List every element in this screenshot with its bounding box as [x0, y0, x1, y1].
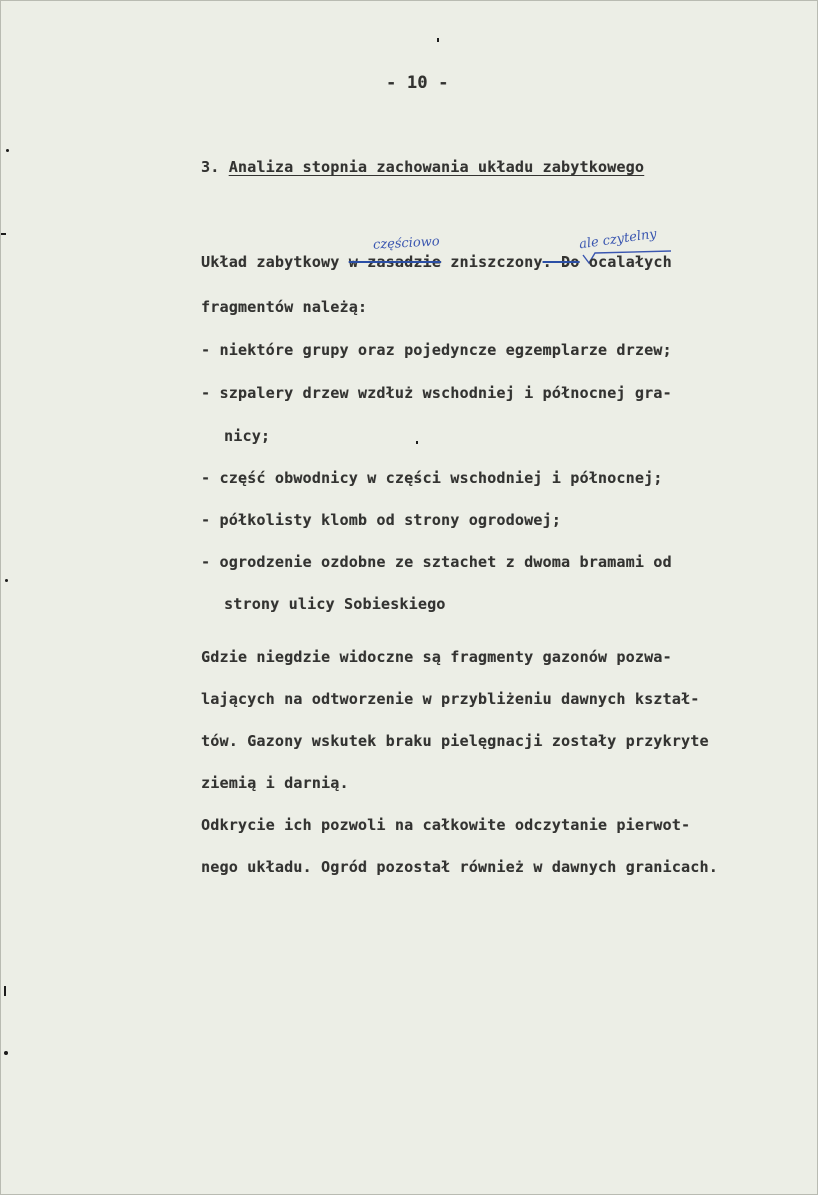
struck-text: w zasadzie	[348, 253, 442, 271]
text-line: lających na odtworzenie w przybliżeniu dawnych kształ-	[201, 690, 700, 708]
binding-hole-mark	[4, 1051, 8, 1055]
edge-mark	[1, 233, 6, 235]
list-item: - szpalery drzew wzdłuż wschodniej i północnej gra-	[201, 384, 672, 402]
list-item: - część obwodnicy w części wschodniej i północnej;	[201, 469, 663, 487]
text-line: Gdzie niegdzie widoczne są fragmenty gazonów pozwa-	[201, 648, 672, 666]
text-line: nego układu. Ogród pozostał również w dawnych granicach.	[201, 858, 718, 876]
edge-mark	[4, 986, 6, 996]
text-line: tów. Gazony wskutek braku pielęgnacji zostały przykryte	[201, 732, 709, 750]
section-number: 3.	[201, 158, 220, 176]
section-title: Analiza stopnia zachowania układu zabytkowego	[228, 158, 645, 176]
handwritten-insertion: częściowo	[372, 234, 441, 253]
binding-hole-mark	[6, 149, 9, 152]
ink-speck	[416, 441, 418, 444]
page-number: - 10 -	[386, 73, 449, 93]
text-line: ziemią i darnią.	[201, 774, 349, 792]
ink-speck	[437, 38, 439, 42]
list-item: - ogrodzenie ozdobne ze sztachet z dwoma bramami od	[201, 553, 672, 571]
list-item-continuation: nicy;	[224, 427, 271, 445]
text-line: Odkrycie ich pozwoli na całkowite odczytanie pierwot-	[201, 816, 691, 834]
text-line: fragmentów należą:	[201, 298, 368, 316]
list-item-continuation: strony ulicy Sobieskiego	[224, 595, 446, 613]
struck-text: . Do	[542, 253, 580, 271]
list-item: - półkolisty klomb od strony ogrodowej;	[201, 511, 561, 529]
list-item: - niektóre grupy oraz pojedyncze egzemplarze drzew;	[201, 341, 672, 359]
section-heading	[201, 158, 644, 176]
handwritten-insertion: ale czytelny	[578, 226, 658, 253]
binding-hole-mark	[5, 579, 8, 582]
text-line: Układ zabytkowy w zasadzie zniszczony. Do ocalałych	[201, 253, 672, 271]
